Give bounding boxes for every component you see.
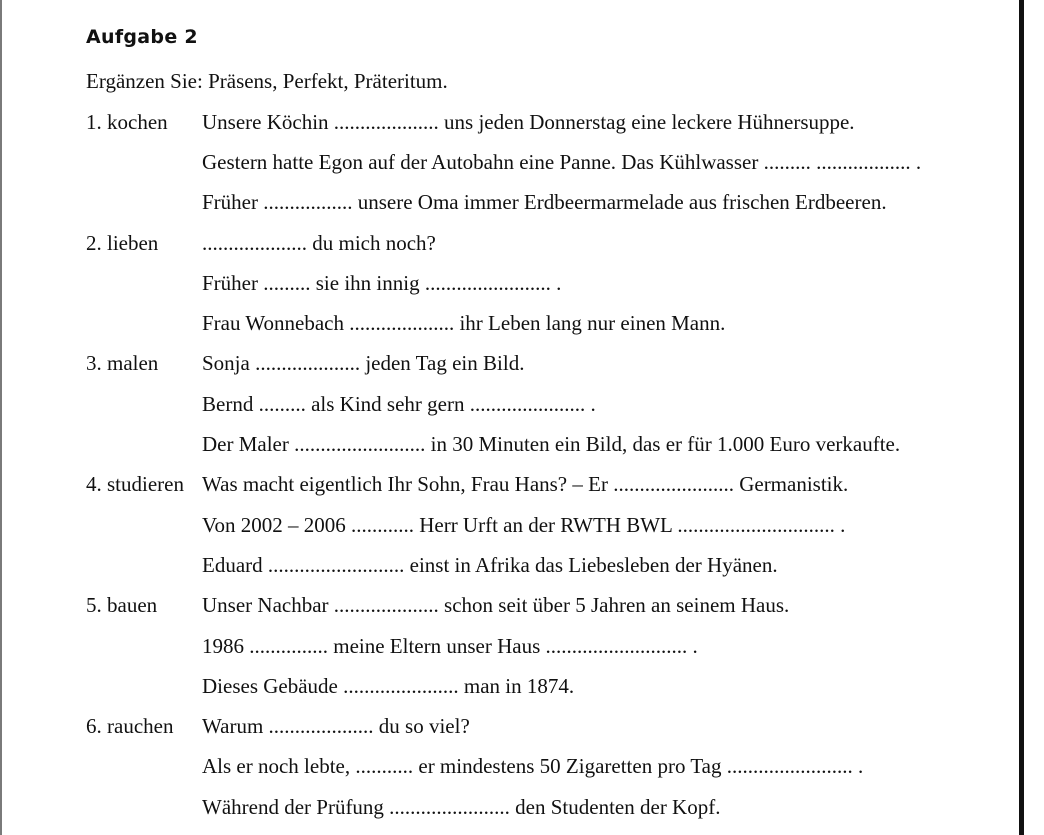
exercise-row — [86, 102, 1011, 142]
sentence: Frau Wonnebach .................... ihr Leben lang nur einen Mann. — [202, 311, 726, 336]
exercise-row — [86, 787, 1011, 827]
sentence: Früher ................. unsere Oma immer Erdbeermarmelade aus frischen Erdbeeren. — [202, 190, 887, 215]
sentence: .................... du mich noch? — [202, 230, 436, 255]
sentence: Dieses Gebäude ...................... man in 1874. — [202, 673, 575, 698]
exercise-title: Aufgabe 2 — [86, 26, 198, 48]
exercise-row — [86, 666, 1011, 706]
page-border-left — [0, 0, 2, 835]
sentence: Unser Nachbar .................... schon seit über 5 Jahren an seinem Haus. — [202, 593, 790, 618]
sentence: Eduard .......................... einst in Afrika das Liebesleben der Hyänen. — [202, 552, 778, 577]
exercise-row — [86, 384, 1011, 424]
sentence: Früher ......... sie ihn innig ........................ . — [202, 270, 562, 295]
exercise-row — [86, 223, 1011, 263]
exercise-row — [86, 263, 1011, 303]
sentence: Bernd ......... als Kind sehr gern ...................... . — [202, 391, 596, 416]
verb-label: 6. rauchen — [86, 714, 174, 739]
exercise-row — [86, 747, 1011, 787]
verb-label: 5. bauen — [86, 593, 158, 618]
sentence: Als er noch lebte, ........... er mindestens 50 Zigaretten pro Tag ........................ . — [202, 754, 864, 779]
sentence: Sonja .................... jeden Tag ein Bild. — [202, 351, 525, 376]
exercise-instruction: Ergänzen Sie: Präsens, Perfekt, Präteritum. — [86, 69, 448, 93]
verb-label: 3. malen — [86, 351, 159, 376]
sentence: Von 2002 – 2006 ............ Herr Urft an der RWTH BWL .............................. . — [202, 512, 846, 537]
worksheet — [86, 22, 1011, 827]
exercise-row — [86, 303, 1011, 343]
page-border-right — [1019, 0, 1024, 835]
sentence: 1986 ............... meine Eltern unser Haus ........................... . — [202, 633, 698, 658]
verb-label: 2. lieben — [86, 230, 159, 255]
exercise-row — [86, 505, 1011, 545]
sentence: Unsere Köchin .................... uns jeden Donnerstag eine leckere Hühnersuppe. — [202, 109, 855, 134]
exercise-row — [86, 424, 1011, 464]
exercise-list — [86, 102, 1011, 827]
exercise-row — [86, 626, 1011, 666]
exercise-row — [86, 465, 1011, 505]
verb-label: 4. studieren — [86, 472, 184, 497]
exercise-row — [86, 344, 1011, 384]
sentence: Der Maler ......................... in 30 Minuten ein Bild, das er für 1.000 Euro verkaufte. — [202, 432, 901, 457]
exercise-row — [86, 706, 1011, 746]
sentence: Während der Prüfung ....................... den Studenten der Kopf. — [202, 794, 721, 819]
verb-label: 1. kochen — [86, 109, 168, 134]
exercise-row — [86, 586, 1011, 626]
sentence: Gestern hatte Egon auf der Autobahn eine Panne. Das Kühlwasser ......... .................. . — [202, 149, 922, 174]
exercise-row — [86, 183, 1011, 223]
sentence: Warum .................... du so viel? — [202, 714, 470, 739]
exercise-row — [86, 142, 1011, 182]
exercise-row — [86, 545, 1011, 585]
sentence: Was macht eigentlich Ihr Sohn, Frau Hans? – Er ....................... Germanistik. — [202, 472, 849, 497]
